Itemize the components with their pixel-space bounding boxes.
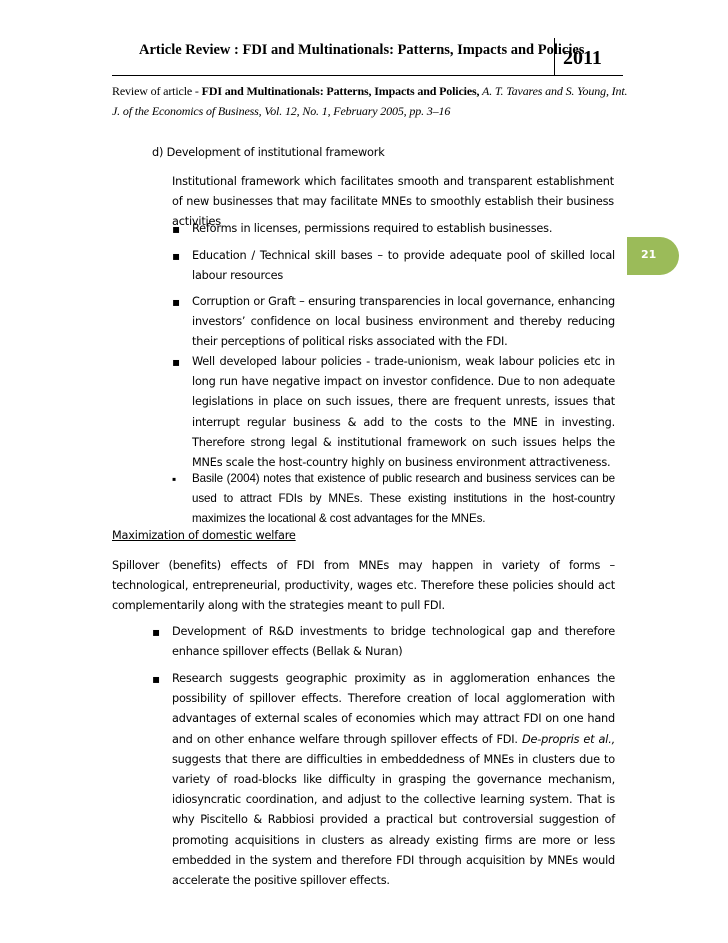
running-header-year: 2011 [554, 38, 602, 76]
running-header-title: Article Review : FDI and Multinationals: Patterns, Impacts and Policies [139, 42, 585, 58]
bullet-basile-2004: ▪ Basile (2004) notes that existence of public research and business services can be used to attract FDIs by MNEs. These existing institutions in the host-country maximizes the locational & cost advantages for the MNEs. [192, 469, 615, 530]
section-d-heading: d) Development of institutional framework [152, 146, 385, 159]
welfare-paragraph: Spillover (benefits) effects of FDI from MNEs may happen in variety of forms – technological, entrepreneurial, productivity, wages etc. Therefore these policies should act complementarily along with the strategies meant to pull FDI. [112, 559, 615, 613]
citation-title: FDI and Multinationals: Patterns, Impacts and Policies, [201, 84, 480, 98]
bullet-rd-investments: ▪ Development of R&D investments to bridge technological gap and therefore enhance spillover effects (Bellak & Nuran) [172, 622, 615, 662]
bullet-reforms-licenses: ▪ Reforms in licenses, permissions required to establish businesses. [192, 219, 615, 239]
citation-details: A. T. Tavares and S. Young, Int. J. of the Economics of Business, Vol. 12, No. 1, February 2005, pp. 3–16 [112, 84, 628, 118]
agglomeration-text-part1: Research suggests geographic proximity as in agglomeration enhances the possibility of spillover effects. Therefore creation of local agglomeration with advantages of external scales of economies which may attract FDI on one hand and on other enhance welfare through spillover effects of FDI. [172, 672, 615, 746]
bullet-labour-policies: ▪ Well developed labour policies - trade-unionism, weak labour policies etc in long run have negative impact on investor confidence. Due to non adequate legislations in place on such issues, there are frequent unrests, issues that interrupt regular business & add to the costs to the MNE in investing. Therefore strong legal & institutional framework on such issues helps the MNEs scale the host-country highly on business environment attractiveness. [192, 352, 615, 473]
citation-prefix: Review of article - [112, 84, 202, 98]
bullet-education-skills: ▪ Education / Technical skill bases – to provide adequate pool of skilled local labour resources [192, 246, 615, 286]
bullet-corruption-graft: ▪ Corruption or Graft – ensuring transparencies in local governance, enhancing investors’ confidence on local business environment and thereby reducing their perceptions of political risks associated with the FDI. [192, 292, 615, 353]
section-d-intro: Institutional framework which facilitates smooth and transparent establishment of new businesses that may facilitate MNEs to smoothly establish their business activities [172, 175, 614, 229]
bullet-agglomeration [172, 669, 615, 891]
header-rule [112, 75, 623, 76]
agglomeration-text-part2: suggests that there are difficulties in embeddedness of MNEs in clusters due to variety of road-blocks like difficulty in grasping the governance mechanism, idiosyncratic coordination, and adjust to the collective learning system. That is why Piscitello & Rabbiosi provided a practical but controversial suggestion of promoting acquisitions in clusters as already existing firms are more or less embedded in the system and therefore FDI through acquisition by MNEs would accelerate the positive spillover effects. [172, 752, 615, 888]
agglomeration-citation-depropris: De-propris et al., [521, 732, 616, 746]
article-citation [112, 81, 632, 121]
page-number-badge: 21 [627, 237, 679, 275]
welfare-heading: Maximization of domestic welfare [112, 529, 296, 542]
